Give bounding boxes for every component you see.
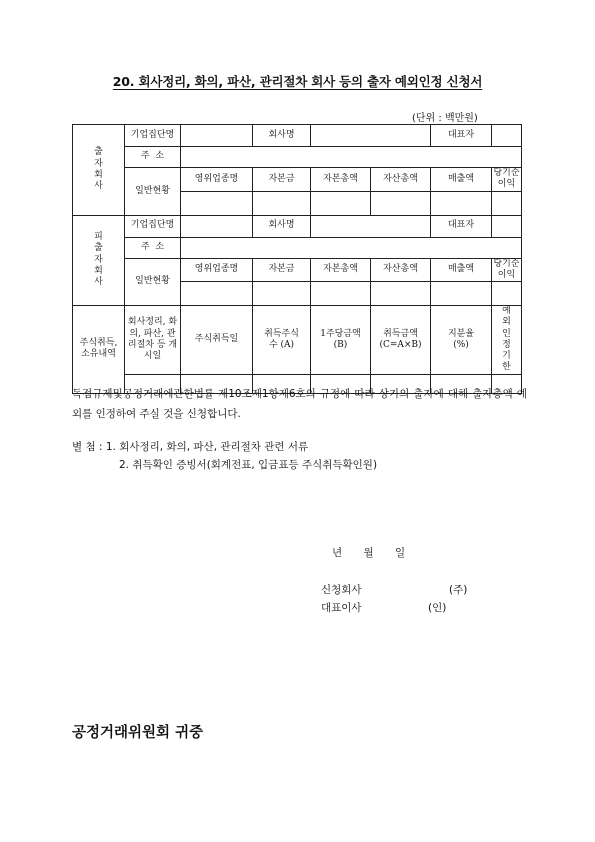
investee-group-field[interactable] bbox=[181, 215, 253, 237]
investor-ceo-label: 대표자 bbox=[431, 125, 492, 147]
date-line: 년 월 일 bbox=[332, 547, 406, 559]
unit-note: (단위 : 백만원) bbox=[412, 113, 478, 124]
shares-section-label: 주식취득, 소유내역 bbox=[73, 306, 125, 394]
investee-net-income-field[interactable] bbox=[492, 282, 522, 306]
investee-company-field[interactable] bbox=[311, 215, 431, 237]
shares-col-price-per-share: 1주당금액 (B) bbox=[311, 306, 371, 375]
shares-col-start-date: 회사정리, 화의, 파산, 관리절차 등 개시일 bbox=[125, 306, 181, 375]
company-seal-mark: (주) bbox=[449, 584, 468, 596]
shares-col-acquisition-amount: 취득금액 (C=A×B) bbox=[371, 306, 431, 375]
investee-col-net-income: 당기순이익 bbox=[493, 258, 520, 280]
investor-capital-field[interactable] bbox=[253, 191, 311, 215]
application-form-table bbox=[72, 124, 522, 394]
applicant-label: 신청회사 bbox=[321, 584, 362, 596]
investor-col-capital: 자본금 bbox=[253, 168, 311, 192]
investor-address-field[interactable] bbox=[181, 147, 522, 168]
document-title: 20. 회사정리, 화의, 파산, 관리절차 회사 등의 출자 예외인정 신청서 bbox=[112, 74, 483, 89]
investor-net-income-field[interactable] bbox=[492, 191, 522, 215]
investor-status-label: 일반현황 bbox=[125, 168, 181, 216]
investor-company-field[interactable] bbox=[311, 125, 431, 147]
investee-ceo-field[interactable] bbox=[492, 215, 522, 237]
representative-label: 대표이사 bbox=[321, 602, 362, 614]
investor-address-label: 주 소 bbox=[125, 147, 181, 168]
shares-col-exception-period: 예외 인정 기한 bbox=[492, 306, 522, 375]
investee-col-total-capital: 자본총액 bbox=[311, 258, 371, 282]
investor-group-field[interactable] bbox=[181, 125, 253, 147]
investor-col-net-income: 당기순이익 bbox=[493, 168, 520, 190]
investee-group-label: 기업집단명 bbox=[125, 215, 181, 237]
investor-section-label: 출 자 회 사 bbox=[73, 125, 125, 216]
investee-address-label: 주 소 bbox=[125, 237, 181, 258]
personal-seal-mark: (인) bbox=[428, 602, 447, 614]
investee-ceo-label: 대표자 bbox=[431, 215, 492, 237]
investor-group-label: 기업집단명 bbox=[125, 125, 181, 147]
investor-industry-field[interactable] bbox=[181, 191, 253, 215]
investee-status-label: 일반현황 bbox=[125, 258, 181, 306]
investee-capital-field[interactable] bbox=[253, 282, 311, 306]
investee-company-label: 회사명 bbox=[253, 215, 311, 237]
applicant-line bbox=[321, 582, 467, 597]
shares-col-ownership-ratio: 지분율 (%) bbox=[431, 306, 492, 375]
investor-total-assets-field[interactable] bbox=[371, 191, 431, 215]
investee-col-total-assets: 자산총액 bbox=[371, 258, 431, 282]
investee-col-industry: 영위업종명 bbox=[181, 258, 253, 282]
request-statement: 독점규제및공정거래에관한법률 제10조제1항제6호의 규정에 따라 상기의 출자에 대해 출자총액 예외를 인정하여 주실 것을 신청합니다. bbox=[72, 388, 527, 420]
investee-sales-field[interactable] bbox=[431, 282, 492, 306]
investor-company-label: 회사명 bbox=[253, 125, 311, 147]
attachment-item: 2. 취득확인 증빙서(회계전표, 입금표등 주식취득확인원) bbox=[119, 459, 378, 471]
attachments-list bbox=[72, 438, 377, 474]
investee-col-sales: 매출액 bbox=[431, 258, 492, 282]
shares-col-acquisition-date: 주식취득일 bbox=[181, 306, 253, 375]
investee-total-capital-field[interactable] bbox=[311, 282, 371, 306]
attachment-item: 별 첨 : 1. 회사정리, 화의, 파산, 관리절차 관련 서류 bbox=[72, 441, 309, 453]
recipient: 공정거래위원회 귀중 bbox=[72, 725, 204, 741]
investee-col-capital: 자본금 bbox=[253, 258, 311, 282]
representative-line bbox=[321, 600, 446, 615]
investor-col-total-assets: 자산총액 bbox=[371, 168, 431, 192]
investor-col-total-capital: 자본총액 bbox=[311, 168, 371, 192]
investor-col-sales: 매출액 bbox=[431, 168, 492, 192]
investor-col-industry: 영위업종명 bbox=[181, 168, 253, 192]
investor-sales-field[interactable] bbox=[431, 191, 492, 215]
investor-total-capital-field[interactable] bbox=[311, 191, 371, 215]
investee-industry-field[interactable] bbox=[181, 282, 253, 306]
investee-address-field[interactable] bbox=[181, 237, 522, 258]
investor-ceo-field[interactable] bbox=[492, 125, 522, 147]
investee-section-label: 피 출 자 회 사 bbox=[73, 215, 125, 306]
shares-col-share-count: 취득주식수 (A) bbox=[253, 306, 311, 375]
investee-total-assets-field[interactable] bbox=[371, 282, 431, 306]
